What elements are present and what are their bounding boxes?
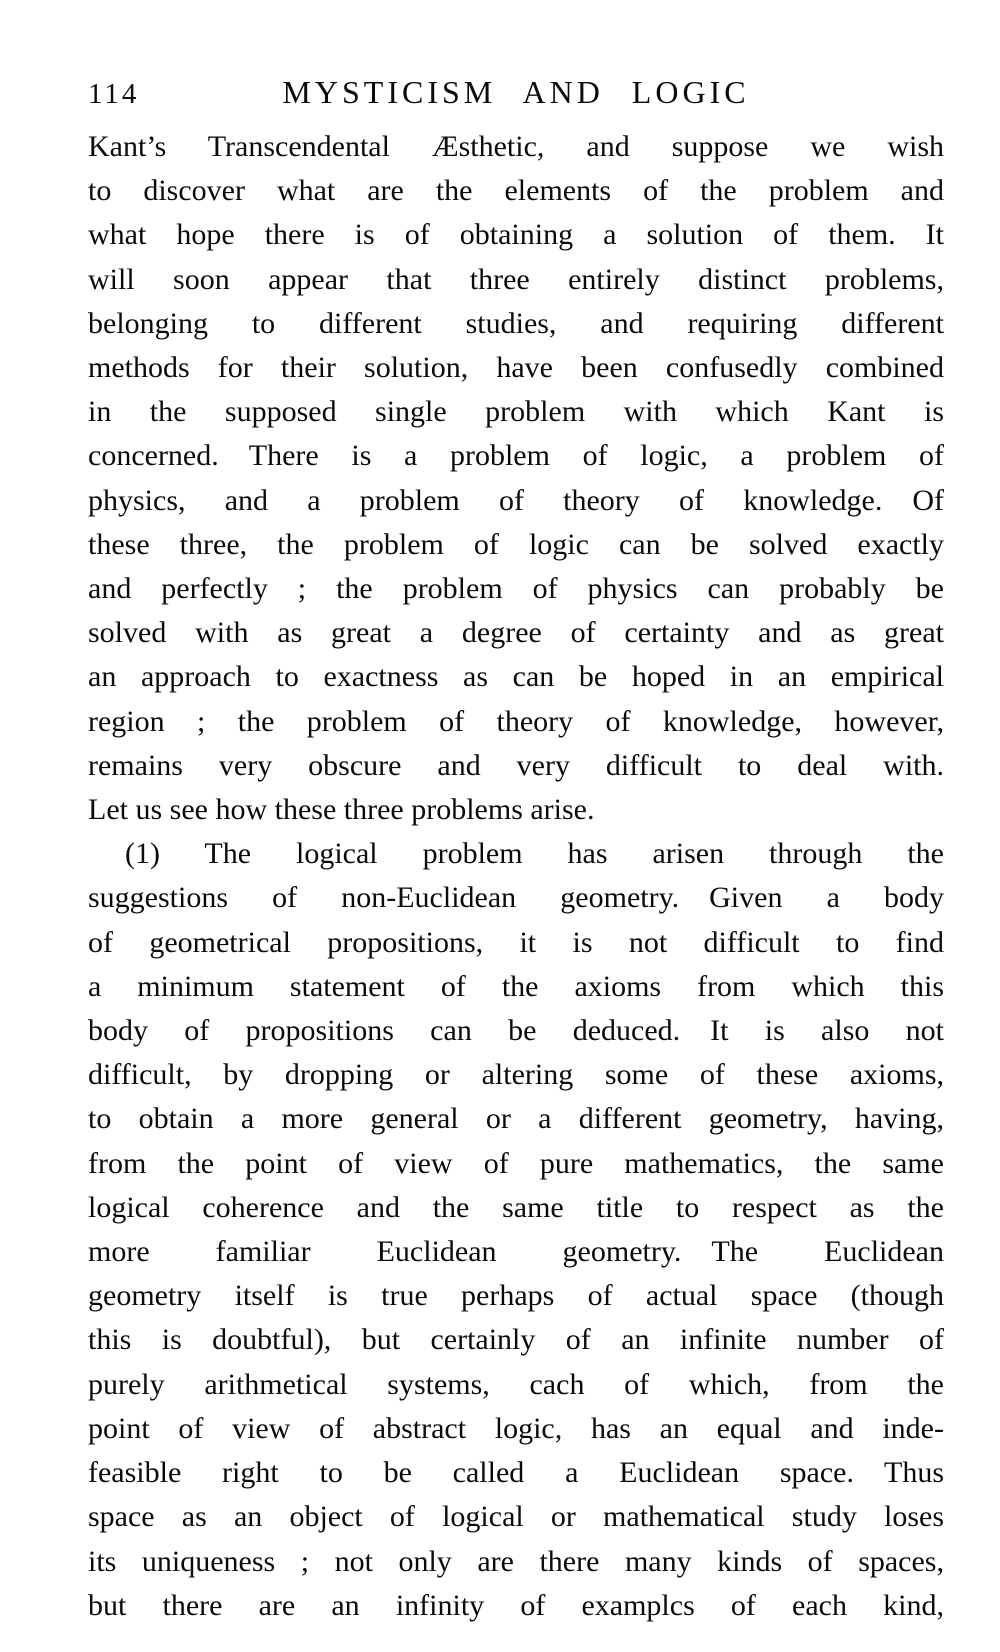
text-line: (1) The logical problem has arisen through the [125,837,944,871]
text-line: logical coherence and the same title to respect as the [88,1190,944,1224]
text-line: physics, and a problem of theory of knowledge. Of [88,483,944,517]
text-line: body of propositions can be deduced. It is also not [88,1014,944,1048]
text-line: in the supposed single problem with which Kant is [88,395,944,429]
text-line: Kant’s Transcendental Æsthetic, and suppose we wish [88,130,944,163]
text-line: solved with as great a degree of certainty and as great [88,616,944,650]
text-line: belonging to different studies, and requiring different [88,306,944,340]
text-line: but there are an infinity of examplcs of each kind, [88,1588,944,1622]
text-line: these three, the problem of logic can be solved exactly [88,527,944,561]
text-line: from the point of view of pure mathematics, the same [88,1146,944,1180]
text-line: feasible right to be called a Euclidean space. Thus [88,1456,944,1490]
running-title: MYSTICISM AND LOGIC [282,74,750,110]
text-line: region ; the problem of theory of knowledge, however, [88,704,944,738]
text-line: space as an object of logical or mathematical study loses [88,1500,944,1534]
text-line: will soon appear that three entirely distinct problems, [88,262,944,296]
text-line: of geometrical propositions, it is not difficult to find [88,925,944,959]
page-number: 114 [88,78,140,110]
text-line: suggestions of non-Euclidean geometry. Given a body [88,881,944,915]
paragraph-1 [88,125,944,832]
text-line: and perfectly ; the problem of physics can probably be [88,572,944,606]
text-line: an approach to exactness as can be hoped in an empirical [88,660,944,694]
page-body [88,125,944,1628]
text-line: methods for their solution, have been confusedly combined [88,351,944,385]
text-line: point of view of abstract logic, has an equal and inde- [88,1411,944,1445]
text-line: difficult, by dropping or altering some of these axioms, [88,1058,944,1092]
text-line: remains very obscure and very difficult to deal with. [88,748,944,782]
text-line: to discover what are the elements of the problem and [88,174,944,208]
text-line: purely arithmetical systems, cach of which, from the [88,1367,944,1401]
text-line: more familiar Euclidean geometry. The Euclidean [88,1235,944,1269]
text-line: concerned. There is a problem of logic, a problem of [88,439,944,473]
text-line: this is doubtful), but certainly of an infinite number of [88,1323,944,1357]
text-line: geometry itself is true perhaps of actual space (though [88,1279,944,1313]
paragraph-2 [88,832,944,1628]
text-line: its uniqueness ; not only are there many kinds of spaces, [88,1544,944,1578]
text-line: to obtain a more general or a different geometry, having, [88,1102,944,1136]
text-line: a minimum statement of the axioms from which this [88,969,944,1003]
text-line: Let us see how these three problems arise. [88,793,595,827]
text-line: what hope there is of obtaining a solution of them. It [88,218,944,252]
